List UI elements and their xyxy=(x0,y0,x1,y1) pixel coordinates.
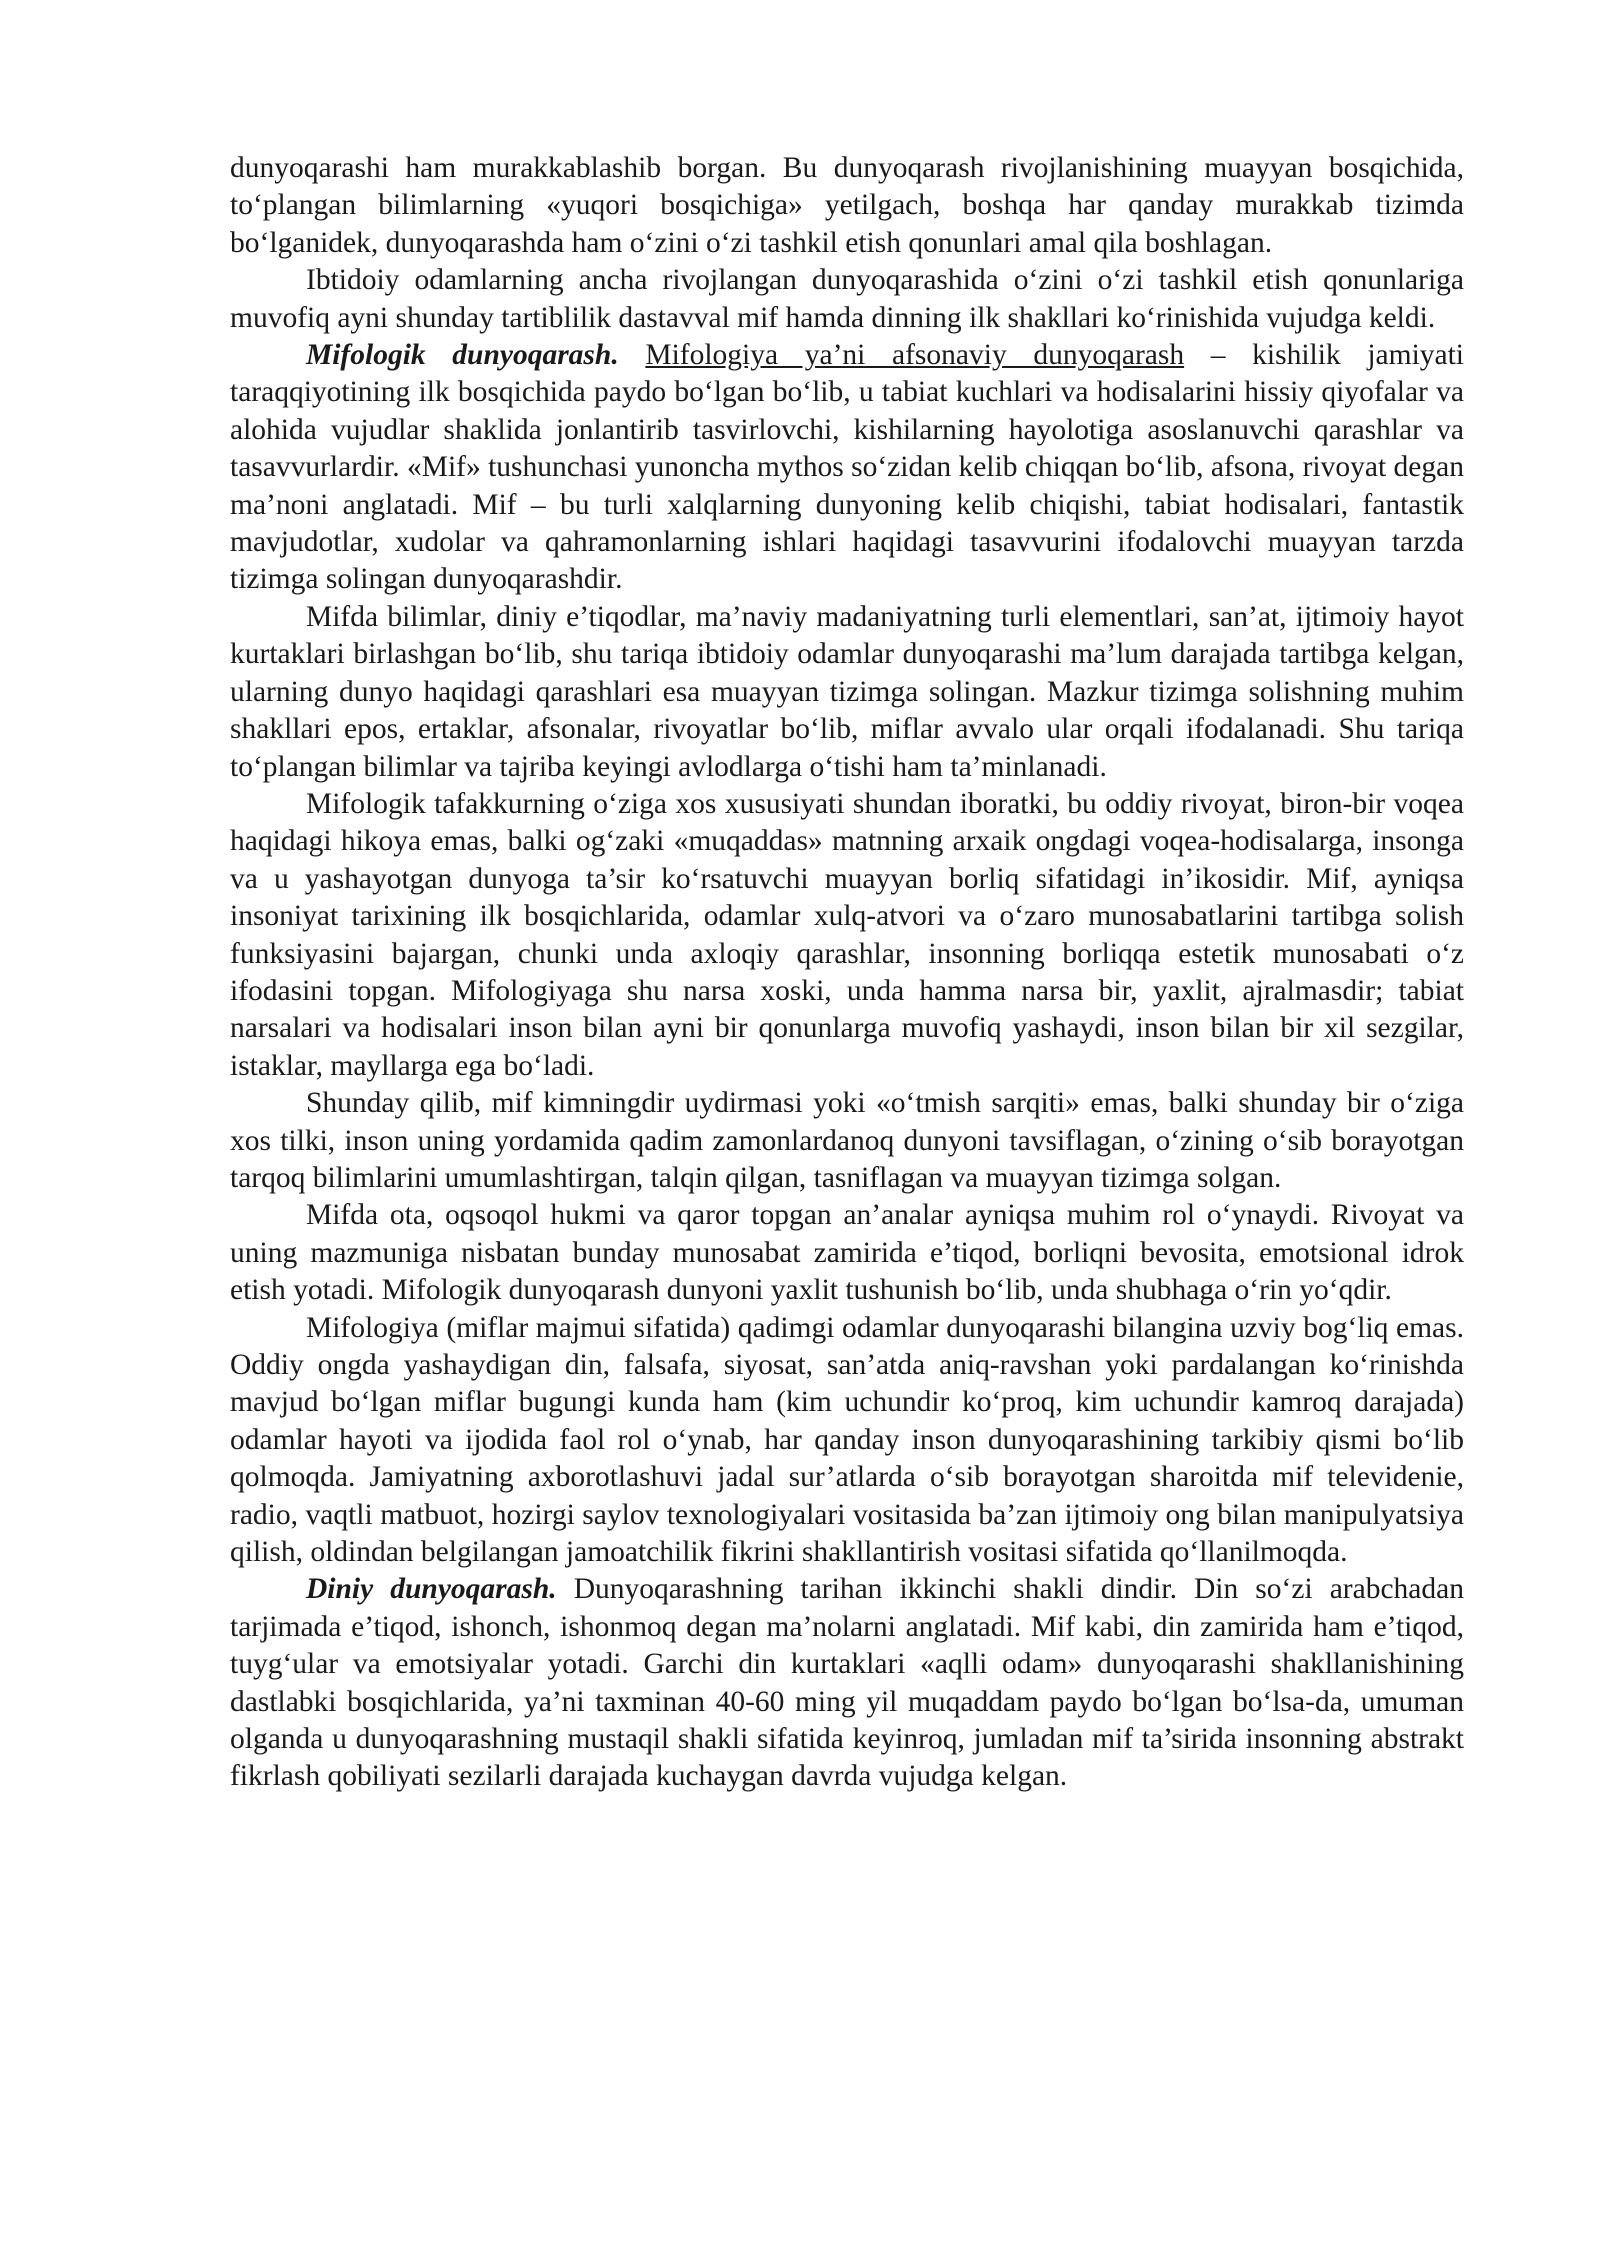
paragraph-religious xyxy=(230,1571,1464,1795)
paragraph: Ibtidoiy odamlarning ancha rivojlangan dunyoqarashida o‘zini o‘zi tashkil etish qonunlariga muvofiq ayni shunday tartiblilik dastavval mif hamda dinning ilk shakllari ko‘rinishida vujudga keldi. xyxy=(230,264,1464,334)
underlined-term: Mifologiya ya’ni afsonaviy dunyoqarash xyxy=(645,339,1185,372)
paragraph: Mifologik tafakkurning o‘ziga xos xususiyati shundan iboratki, bu oddiy rivoyat, biron-bir voqea haqidagi hikoya emas, balki og‘zaki «muqaddas» matnning arxaik ongdagi voqea-hodisalarga, insonga va u yashayotgan dunyoga ta’sir ko‘rsatuvchi muayyan borliq sifatidagi in’ikosidir. Mif, ayniqsa insoniyat tarixining ilk bosqichlarida, odamlar xulq-atvori va o‘zaro munosabatlarini tartibga solish funksiyasini bajargan, chunki unda axloqiy qarashlar, insonning borliqqa estetik munosabati o‘z ifodasini topgan. Mifologiyaga shu narsa xoski, unda hamma narsa bir, yaxlit, ajralmasdir; tabiat narsalari va hodisalari inson bilan ayni bir qonunlarga muvofiq yashaydi, inson bilan bir xil sezgilar, istaklar, mayllarga ega bo‘ladi. xyxy=(230,787,1464,1082)
section-heading: Mifologik dunyoqarash. xyxy=(306,339,619,372)
paragraph-mythological xyxy=(230,337,1464,599)
paragraph: Mifda bilimlar, diniy e’tiqodlar, ma’naviy madaniyatning turli elementlari, san’at, ijtimoiy hayot kurtaklari birlashgan bo‘lib, shu tariqa ibtidoiy odamlar dunyoqarashi ma’lum darajada tartibga kelgan, ularning dunyo haqidagi qarashlari esa muayyan tizimga solingan. Mazkur tizimga solishning muhim shakllari epos, ertaklar, afsonalar, rivoyatlar bo‘lib, miflar avvalo ular orqali ifodalanadi. Shu tariqa to‘plangan bilimlar va tajriba keyingi avlodlarga o‘tishi ham ta’minlanadi. xyxy=(230,600,1464,783)
paragraph-body: Dunyoqarashning tarihan ikkinchi shakli dindir. Din so‘zi arabchadan tarjimada e’tiqod, ishonch, ishonmoq degan ma’nolarni anglatadi. Mif kabi, din zamirida ham e’tiqod, tuyg‘ular va emotsiyalar yotadi. Garchi din kurtaklari «aqlli odam» dunyoqarashi shakllanishining dastlabki bosqichlarida, ya’ni taxminan 40-60 ming yil muqaddam paydo bo‘lgan bo‘lsa-da, umuman olganda u dunyoqarashning mustaqil shakli sifatida keyinroq, jumladan mif ta’sirida insonning abstrakt fikrlash qobiliyati sezilarli darajada kuchaygan davrda vujudga kelgan. xyxy=(230,1573,1464,1793)
document-page xyxy=(230,150,1464,1796)
section-heading: Diniy dunyoqarash. xyxy=(306,1573,557,1606)
paragraph-body: – kishilik jamiyati taraqqiyotining ilk bosqichida paydo bo‘lgan bo‘lib, u tabiat kuchlari va hodisalarini hissiy qiyofalar va alohida vujudlar shaklida jonlantirib tasvirlovchi, kishilarning hayolotiga asoslanuvchi qarashlar va tasavvurlardir. «Mif» tushunchasi yunoncha mythos so‘zidan kelib chiqqan bo‘lib, afsona, rivoyat degan ma’noni anglatadi. Mif – bu turli xalqlarning dunyoning kelib chiqishi, tabiat hodisalari, fantastik mavjudotlar, xudolar va qahramonlarning ishlari haqidagi tasavvurini ifodalovchi muayyan tarzda tizimga solingan dunyoqarashdir. xyxy=(230,339,1465,596)
paragraph: dunyoqarashi ham murakkablashib borgan. Bu dunyoqarash rivojlanishining muayyan bosqichida, to‘plangan bilimlarning «yuqori bosqichiga» yetilgach, boshqa har qanday murakkab tizimda bo‘lganidek, dunyoqarashda ham o‘zini o‘zi tashkil etish qonunlari amal qila boshlagan. xyxy=(230,152,1464,259)
paragraph: Mifda ota, oqsoqol hukmi va qaror topgan an’analar ayniqsa muhim rol o‘ynaydi. Rivoyat va uning mazmuniga nisbatan bunday munosabat zamirida e’tiqod, borliqni bevosita, emotsional idrok etish yotadi. Mifologik dunyoqarash dunyoni yaxlit tushunish bo‘lib, unda shubhaga o‘rin yo‘qdir. xyxy=(230,1199,1464,1307)
paragraph: Shunday qilib, mif kimningdir uydirmasi yoki «o‘tmish sarqiti» emas, balki shunday bir o‘ziga xos tilki, inson uning yordamida qadim zamonlardanoq dunyoni tavsiflagan, o‘zining o‘sib borayotgan tarqoq bilimlarini umumlashtirgan, talqin qilgan, tasniflagan va muayyan tizimga solgan. xyxy=(230,1087,1464,1194)
paragraph: Mifologiya (miflar majmui sifatida) qadimgi odamlar dunyoqarashi bilangina uzviy bog‘liq emas. Oddiy ongda yashaydigan din, falsafa, siyosat, san’atda aniq-ravshan yoki pardalangan ko‘rinishda mavjud bo‘lgan miflar bugungi kunda ham (kim uchundir ko‘proq, kim uchundir kamroq darajada) odamlar hayoti va ijodida faol rol o‘ynab, har qanday inson dunyoqarashining tarkibiy qismi bo‘lib qolmoqda. Jamiyatning axborotlashuvi jadal sur’atlarda o‘sib borayotgan sharoitda mif televidenie, radio, vaqtli matbuot, hozirgi saylov texnologiyalari vositasida ba’zan ijtimoiy ong bilan manipulyatsiya qilish, oldindan belgilangan jamoatchilik fikrini shakllantirish vositasi sifatida qo‘llanilmoqda. xyxy=(230,1311,1464,1569)
